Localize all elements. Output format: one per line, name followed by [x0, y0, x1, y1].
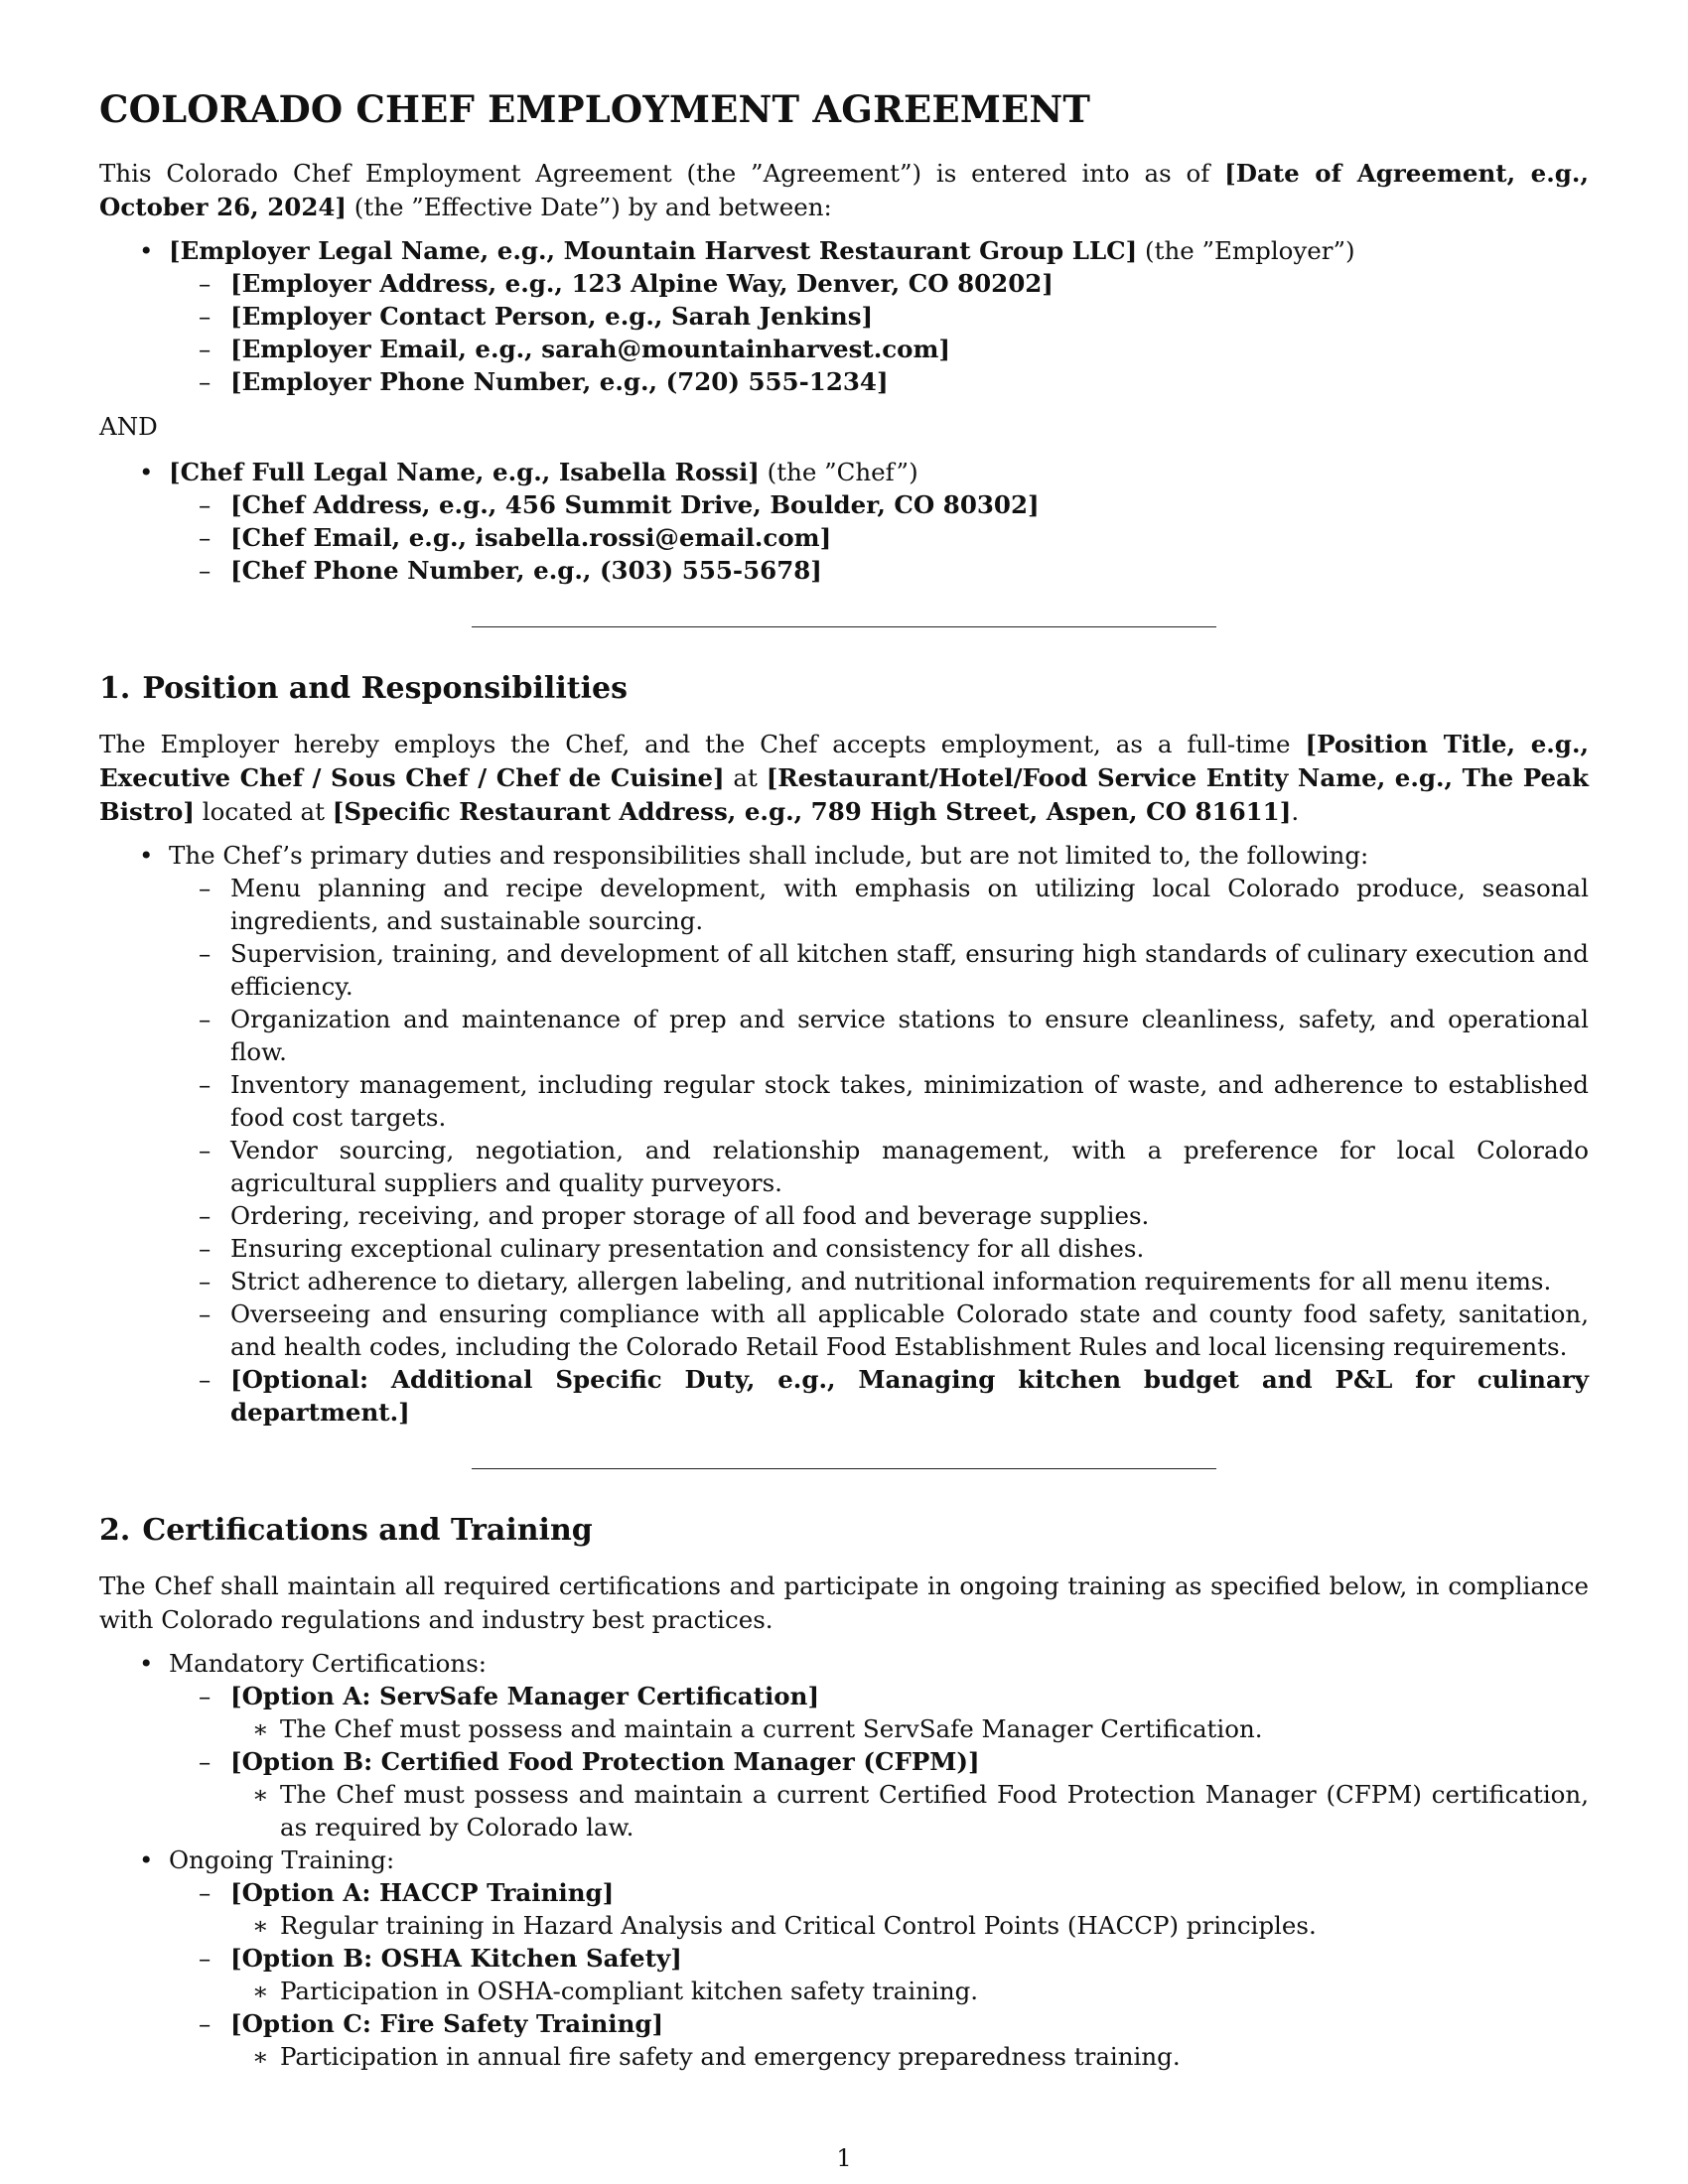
list-item: – Supervision, training, and development of all kitchen staff, ensuring high standards of culinary execution and efficiency.	[99, 937, 1589, 1003]
intro-paragraph: This Colorado Chef Employment Agreement (the ”Agreement”) is entered into as of [Date of Agreement, e.g., October 26, 2024] (the ”Effective Date”) by and between:	[99, 159, 1589, 221]
certification-options	[169, 1680, 1589, 1843]
document-title: COLORADO CHEF EMPLOYMENT AGREEMENT	[99, 87, 1091, 131]
training-option-c: – [Option C: Fire Safety Training] ∗ Participation in annual fire safety and emergency preparedness training.	[99, 2007, 1589, 2073]
chef-phone: – [Chef Phone Number, e.g., (303) 555-5678]	[99, 554, 1589, 587]
employer-contact: – [Employer Contact Person, e.g., Sarah Jenkins]	[99, 300, 1589, 333]
employer-phone: – [Employer Phone Number, e.g., (720) 555-1234]	[99, 365, 1589, 398]
page-number: 1	[836, 2144, 852, 2172]
agreement-date-field: [Date of Agreement, e.g., October 26, 2024]	[99, 159, 1589, 221]
entity-name-field: [Restaurant/Hotel/Food Service Entity Name, e.g., The Peak Bistro]	[99, 763, 1589, 826]
section-divider	[472, 1468, 1216, 1469]
cert-option-a: – [Option A: ServSafe Manager Certification] ∗ The Chef must possess and maintain a current ServSafe Manager Certification.	[99, 1680, 1589, 1745]
ongoing-training-item: • Ongoing Training: – [Option A: HACCP Training] ∗ Regular training in Hazard Analysis and Critical Control Points (HACCP) principles. – [Option B: OSHA Kitchen Safety] ∗ Participation in OSHA-compliant kitchen safety training. – [Option C: Fire Safety Training] ∗ Participation in annual fire safety and emergency preparedness training.	[99, 1843, 1589, 2073]
mandatory-certifications-item: • Mandatory Certifications: – [Option A: ServSafe Manager Certification] ∗ The Chef must possess and maintain a current ServSafe Manager Certification. – [Option B: Certified Food Protection Manager (CFPM)] ∗ The Chef must possess and maintain a current Certified Food Protection Manager (CFPM) certification, as required by Colorado law.	[99, 1647, 1589, 1843]
and-label: AND	[99, 412, 158, 441]
section-divider	[472, 626, 1216, 627]
list-item: – Organization and maintenance of prep and service stations to ensure cleanliness, safety, and operational flow.	[99, 1003, 1589, 1068]
chef-email: – [Chef Email, e.g., isabella.rossi@email.com]	[99, 521, 1589, 554]
duties-intro-item: • The Chef’s primary duties and responsibilities shall include, but are not limited to, the following: – Menu planning and recipe development, with emphasis on utilizing local Colorado produce, seasonal ingredients, and sustainable sourcing. – Supervision, training, and development of all kitchen staff, ensuring high standards of culinary execution and efficiency. – Organization and maintenance of prep and service stations to ensure cleanliness, safety, and operational flow. – Inventory management, including regular stock takes, minimization of waste, and adherence to established food cost targets. – Vendor sourcing, negotiation, and relationship management, with a preference for local Colorado agricultural suppliers and quality purveyors. – Ordering, receiving, and proper storage of all food and beverage supplies. – Ensuring exceptional culinary presentation and consistency for all dishes. – Strict adherence to dietary, allergen labeling, and nutritional information requirements for all menu items. – Overseeing and ensuring compliance with all applicable Colorado state and county food safety, sanitation, and health codes, including the Colorado Retail Food Establishment Rules and local licensing requirements. – [Optional: Additional Specific Duty, e.g., Managing kitchen budget and P&L for culinary department.]	[99, 839, 1589, 1429]
certifications-list	[99, 1647, 1589, 2073]
optional-duty-item: – [Optional: Additional Specific Duty, e.g., Managing kitchen budget and P&L for culinary department.]	[99, 1363, 1589, 1429]
section-2-paragraph: The Chef shall maintain all required certifications and participate in ongoing training as specified below, in compliance with Colorado regulations and industry best practices.	[99, 1571, 1589, 1634]
employer-details	[169, 267, 1589, 398]
chef-details	[169, 488, 1589, 587]
cert-option-a-desc: ∗ The Chef must possess and maintain a current ServSafe Manager Certification.	[99, 1712, 1589, 1745]
list-item: – Menu planning and recipe development, with emphasis on utilizing local Colorado produce, seasonal ingredients, and sustainable sourcing.	[99, 872, 1589, 937]
duties-sublist	[169, 872, 1589, 1429]
section-2-heading: 2. Certifications and Training	[99, 1513, 593, 1548]
position-title-field: [Position Title, e.g., Executive Chef / Sous Chef / Chef de Cuisine]	[99, 730, 1589, 792]
chef-address: – [Chef Address, e.g., 456 Summit Drive, Boulder, CO 80302]	[99, 488, 1589, 521]
list-item: – Inventory management, including regular stock takes, minimization of waste, and adherence to established food cost targets.	[99, 1068, 1589, 1134]
cert-option-b: – [Option B: Certified Food Protection Manager (CFPM)] ∗ The Chef must possess and maintain a current Certified Food Protection Manager (CFPM) certification, as required by Colorado law.	[99, 1745, 1589, 1843]
chef-name-item: • [Chef Full Legal Name, e.g., Isabella Rossi] (the ”Chef”) – [Chef Address, e.g., 456 Summit Drive, Boulder, CO 80302] – [Chef Email, e.g., isabella.rossi@email.com] – [Chef Phone Number, e.g., (303) 555-5678]	[99, 456, 1589, 587]
section-1-heading: 1. Position and Responsibilities	[99, 671, 628, 706]
list-item: – Vendor sourcing, negotiation, and relationship management, with a preference for local Colorado agricultural suppliers and quality purveyors.	[99, 1134, 1589, 1199]
document-page	[99, 87, 1589, 2073]
employer-email: – [Employer Email, e.g., sarah@mountainharvest.com]	[99, 333, 1589, 365]
training-option-b-desc: ∗ Participation in OSHA-compliant kitchen safety training.	[99, 1975, 1589, 2007]
section-1-paragraph: The Employer hereby employs the Chef, and the Chef accepts employment, as a full-time [Position Title, e.g., Executive Chef / Sous Chef / Chef de Cuisine] at [Restaurant/Hotel/Food Service Entity Name, e.g., The Peak Bistro] located at [Specific Restaurant Address, e.g., 789 High Street, Aspen, CO 81611].	[99, 730, 1589, 826]
training-option-b: – [Option B: OSHA Kitchen Safety] ∗ Participation in OSHA-compliant kitchen safety training.	[99, 1942, 1589, 2007]
training-option-c-desc: ∗ Participation in annual fire safety and emergency preparedness training.	[99, 2040, 1589, 2073]
employer-address: – [Employer Address, e.g., 123 Alpine Way, Denver, CO 80202]	[99, 267, 1589, 300]
training-options	[169, 1876, 1589, 2073]
restaurant-address-field: [Specific Restaurant Address, e.g., 789 High Street, Aspen, CO 81611]	[332, 797, 1292, 826]
training-option-a: – [Option A: HACCP Training] ∗ Regular training in Hazard Analysis and Critical Control Points (HACCP) principles.	[99, 1876, 1589, 1942]
list-item: – Strict adherence to dietary, allergen labeling, and nutritional information requirements for all menu items.	[99, 1265, 1589, 1297]
training-option-a-desc: ∗ Regular training in Hazard Analysis and Critical Control Points (HACCP) principles.	[99, 1909, 1589, 1942]
list-item: – Overseeing and ensuring compliance with all applicable Colorado state and county food safety, sanitation, and health codes, including the Colorado Retail Food Establishment Rules and local licensing requirements.	[99, 1297, 1589, 1363]
list-item: – Ensuring exceptional culinary presentation and consistency for all dishes.	[99, 1232, 1589, 1265]
employer-list	[99, 234, 1589, 398]
chef-list	[99, 456, 1589, 587]
cert-option-b-desc: ∗ The Chef must possess and maintain a current Certified Food Protection Manager (CFPM) certification, as required by Colorado law.	[99, 1778, 1589, 1843]
employer-name-item: • [Employer Legal Name, e.g., Mountain Harvest Restaurant Group LLC] (the ”Employer”) – [Employer Address, e.g., 123 Alpine Way, Denver, CO 80202] – [Employer Contact Person, e.g., Sarah Jenkins] – [Employer Email, e.g., sarah@mountainharvest.com] – [Employer Phone Number, e.g., (720) 555-1234]	[99, 234, 1589, 398]
duties-list	[99, 839, 1589, 1429]
list-item: – Ordering, receiving, and proper storage of all food and beverage supplies.	[99, 1199, 1589, 1232]
